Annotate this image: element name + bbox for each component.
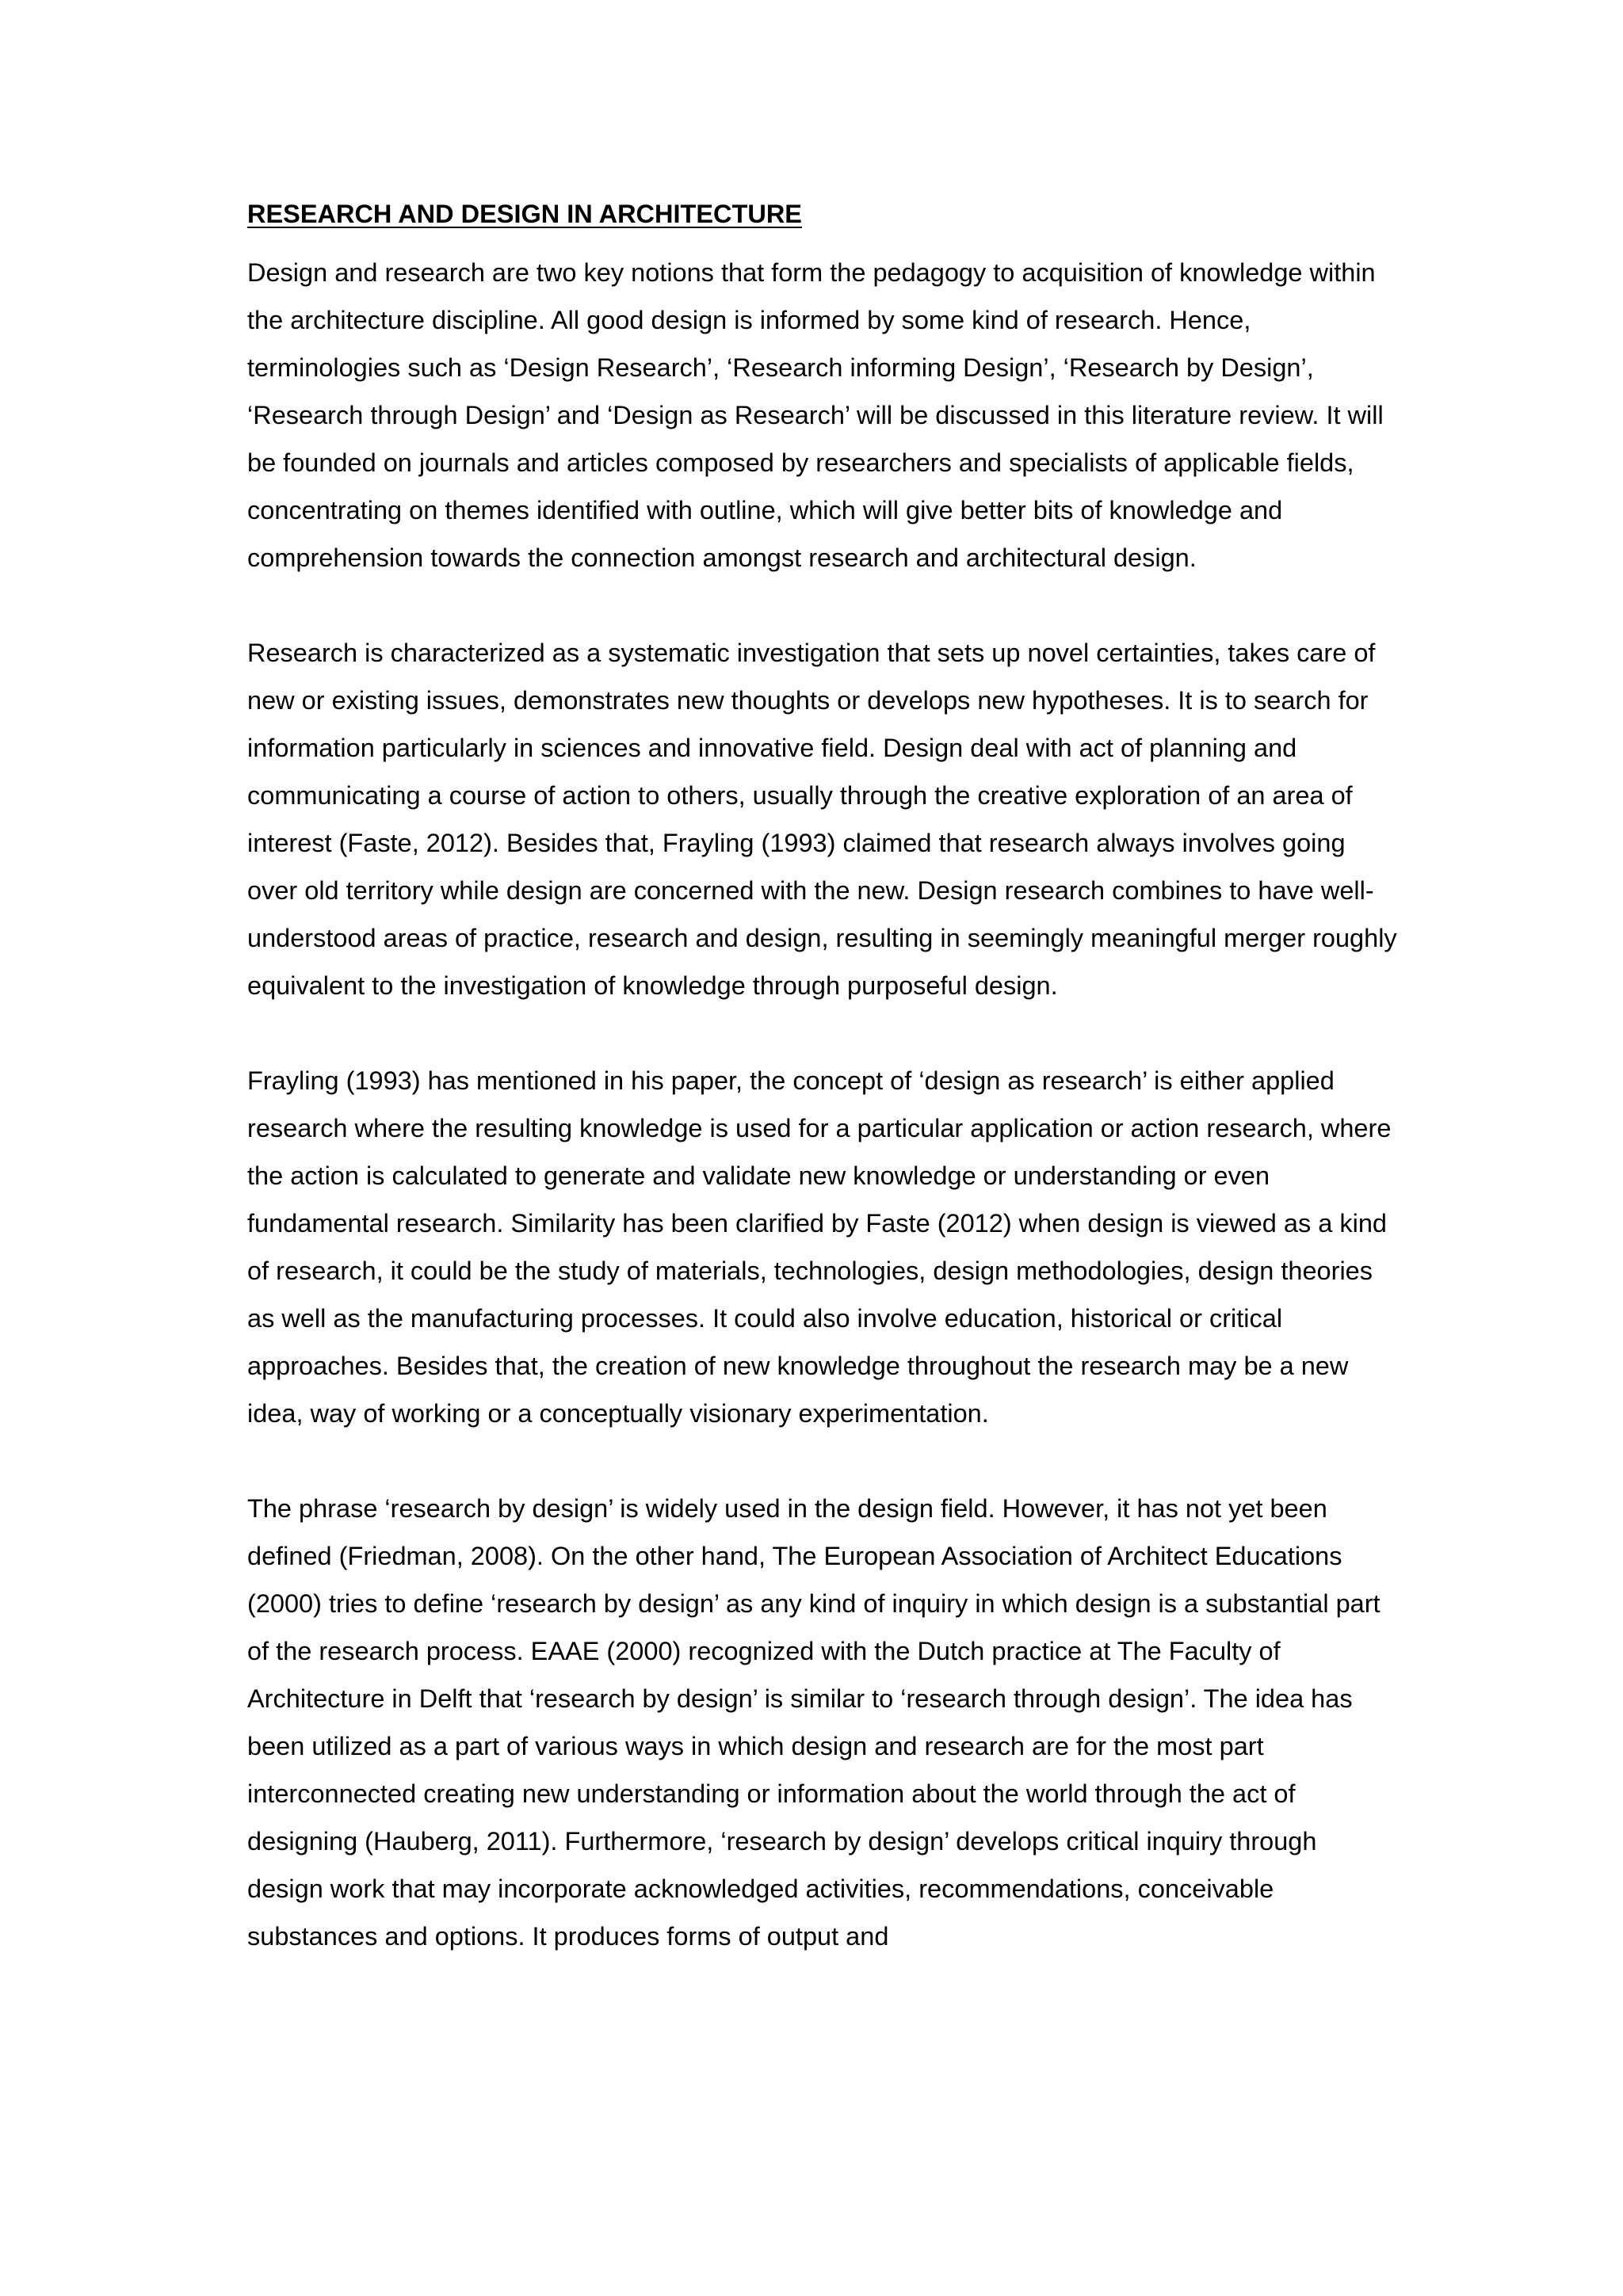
- paragraph-4: The phrase ‘research by design’ is widely used in the design field. However, it has not yet been defined (Friedman, 2008). On the other hand, The European Association of Architect Educations (2000) tries to define ‘research by design’ as any kind of inquiry in which design is a substantial part of the research process. EAAE (2000) recognized with the Dutch practice at The Faculty of Architecture in Delft that ‘research by design’ is similar to ‘research through design’. The idea has been utilized as a part of various ways in which design and research are for the most part interconnected creating new understanding or information about the world through the act of designing (Hauberg, 2011). Furthermore, ‘research by design’ develops critical inquiry through design work that may incorporate acknowledged activities, recommendations, conceivable substances and options. It produces forms of output and: [247, 1494, 1381, 1951]
- paragraph-3: Frayling (1993) has mentioned in his paper, the concept of ‘design as research’ is either applied research where the resulting knowledge is used for a particular application or action research, where the action is calculated to generate and validate new knowledge or understanding or even fundamental research. Similarity has been clarified by Faste (2012) when design is viewed as a kind of research, it could be the study of materials, technologies, design methodologies, design theories as well as the manufacturing processes. It could also involve education, historical or critical approaches. Besides that, the creation of new knowledge throughout the research may be a new idea, way of working or a conceptually visionary experimentation.: [247, 1066, 1392, 1428]
- document-title: RESEARCH AND DESIGN IN ARCHITECTURE: [247, 200, 802, 228]
- paragraph-2: Research is characterized as a systematic investigation that sets up novel certainties, takes care of new or existing issues, demonstrates new thoughts or develops new hypotheses. It is to search for information particularly in sciences and innovative field. Design deal with act of planning and communicating a course of action to others, usually through the creative exploration of an area of interest (Faste, 2012). Besides that, Frayling (1993) claimed that research always involves going over old territory while design are concerned with the new. Design research combines to have well-understood areas of practice, research and design, resulting in seemingly meaningful merger roughly equivalent to the investigation of knowledge through purposeful design.: [247, 639, 1397, 1000]
- paragraph-1: Design and research are two key notions that form the pedagogy to acquisition of knowledge within the architecture discipline. All good design is informed by some kind of research. Hence, terminologies such as ‘Design Research’, ‘Research informing Design’, ‘Research by Design’, ‘Research through Design’ and ‘Design as Research’ will be discussed in this literature review. It will be founded on journals and articles composed by researchers and specialists of applicable fields, concentrating on themes identified with outline, which will give better bits of knowledge and comprehension towards the connection amongst research and architectural design.: [247, 258, 1384, 572]
- document-body: [247, 195, 1398, 1960]
